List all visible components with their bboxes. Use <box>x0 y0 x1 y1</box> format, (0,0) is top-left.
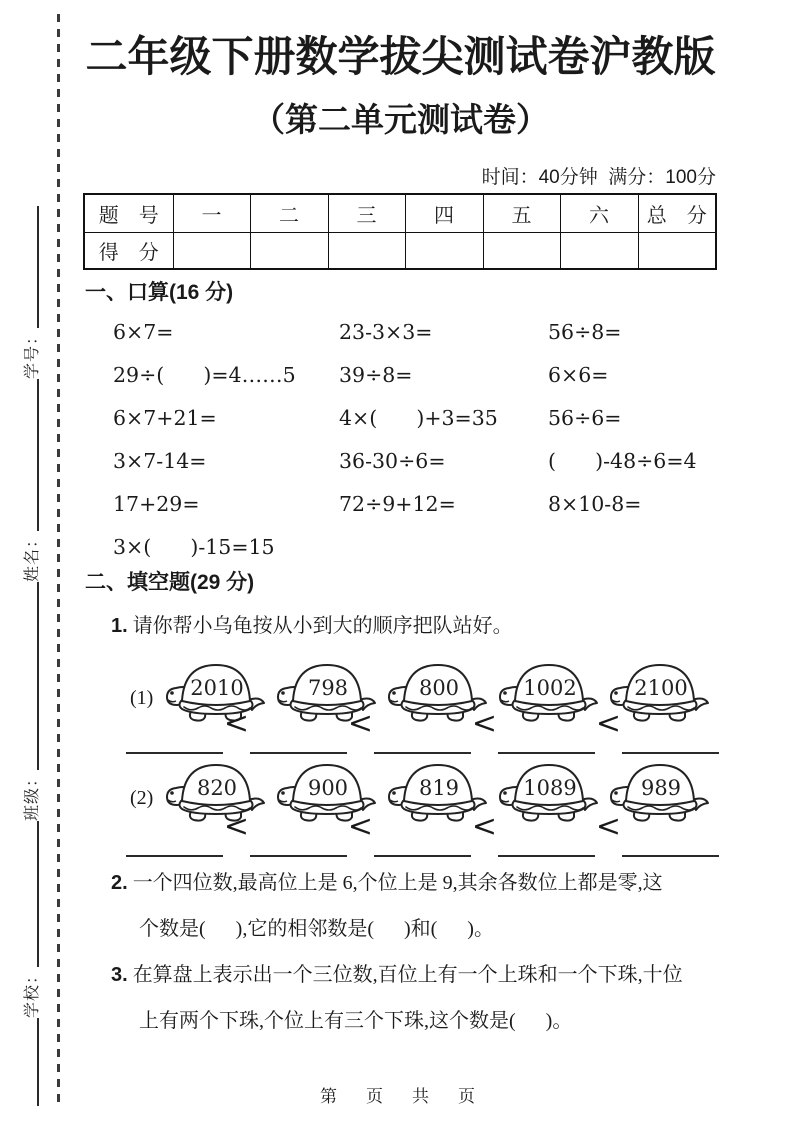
turtle-number: 1002 <box>523 676 577 700</box>
turtle-number: 1089 <box>523 776 577 800</box>
oral-problem: 3×7-14= <box>113 449 207 473</box>
score-cell <box>250 233 328 270</box>
less-than-sign: < <box>471 706 498 741</box>
paper-content <box>83 0 718 1122</box>
header-section-1: 一 <box>173 194 250 233</box>
section-2-heading: 二、填空题(29 分) <box>85 571 255 594</box>
header-section-5: 五 <box>483 194 560 233</box>
binding-dashed-line <box>57 14 60 1104</box>
turtle-icon <box>497 758 601 824</box>
school-blank-line <box>37 1018 39 1106</box>
turtle-row-2-label: (2) <box>130 787 154 809</box>
oral-problem: 56÷6= <box>548 406 622 430</box>
question-1-body: 请你帮小乌龟按从小到大的顺序把队站好。 <box>127 615 513 637</box>
oral-problem: 23-3×3= <box>339 320 433 344</box>
turtle-icon <box>164 758 268 824</box>
oral-problem: 72÷9+12= <box>339 492 456 516</box>
comparison-blank <box>498 718 595 754</box>
exam-time-score-info: 时间：40分钟 满分：100分 <box>481 167 716 188</box>
header-section-3: 三 <box>328 194 405 233</box>
score-cell <box>328 233 405 270</box>
header-question-number: 题 号 <box>84 194 173 233</box>
less-than-sign: < <box>347 706 374 741</box>
comparison-row-1 <box>126 706 719 754</box>
turtle-icon <box>497 658 601 724</box>
header-section-6: 六 <box>560 194 638 233</box>
question-1-number: 1. <box>111 615 128 637</box>
oral-problem: 36-30÷6= <box>339 449 446 473</box>
score-cell <box>560 233 638 270</box>
oral-problem: 17+29= <box>113 492 200 516</box>
turtle-number: 819 <box>418 776 460 800</box>
binding-info-strip <box>12 76 42 1106</box>
score-table-score-row <box>84 233 716 270</box>
comparison-blank <box>374 718 471 754</box>
turtle-number: 2010 <box>190 676 244 700</box>
turtle-icon <box>164 658 268 724</box>
name-blank-line <box>37 582 39 770</box>
comparison-blank <box>250 718 347 754</box>
turtle-number: 798 <box>307 676 349 700</box>
question-2-body-1: 一个四位数,最高位上是 6,个位上是 9,其余各数位上都是零,这 <box>127 872 663 894</box>
score-cell <box>405 233 483 270</box>
student-id-blank-line <box>37 379 39 531</box>
oral-problem: 29÷( )=4……5 <box>113 363 296 387</box>
oral-problem: 6×7= <box>113 320 174 344</box>
student-id-fill-line <box>37 206 39 328</box>
turtle-number: 800 <box>418 676 460 700</box>
comparison-blank <box>622 718 719 754</box>
page-subtitle: （第二单元测试卷） <box>252 101 549 138</box>
comparison-blank <box>126 821 223 857</box>
less-than-sign: < <box>347 809 374 844</box>
comparison-row-2 <box>126 809 719 857</box>
oral-problem: 39÷8= <box>339 363 413 387</box>
question-3-body-1: 在算盘上表示出一个三位数,百位上有一个上珠和一个下珠,十位 <box>127 964 683 986</box>
score-row-label: 得 分 <box>84 233 173 270</box>
question-2-number: 2. <box>111 872 128 894</box>
less-than-sign: < <box>223 706 250 741</box>
score-table-header-row <box>84 194 716 233</box>
comparison-blank <box>498 821 595 857</box>
student-id-label: 学号： <box>24 327 42 379</box>
oral-problem: 6×7+21= <box>113 406 217 430</box>
question-1-text <box>111 609 513 638</box>
turtle-number: 989 <box>640 776 682 800</box>
name-label: 姓名： <box>24 530 42 582</box>
comparison-blank <box>622 821 719 857</box>
oral-problem: 6×6= <box>548 363 609 387</box>
turtle-row-2 <box>130 758 712 824</box>
turtle-number: 2100 <box>634 676 688 700</box>
oral-problem: 56÷8= <box>548 320 622 344</box>
turtle-icon <box>608 758 712 824</box>
turtle-number: 820 <box>196 776 238 800</box>
question-2-line-2: 个数是( ),它的相邻数是( )和( )。 <box>139 918 494 940</box>
class-blank-line <box>37 821 39 967</box>
turtle-number: 900 <box>307 776 349 800</box>
question-3-line-2: 上有两个下珠,个位上有三个下珠,这个数是( )。 <box>139 1010 573 1032</box>
oral-problem: 4×( )+3=35 <box>339 406 498 430</box>
page-title: 二年级下册数学拔尖测试卷沪教版 <box>85 33 716 80</box>
comparison-blank <box>374 821 471 857</box>
turtle-row-1 <box>130 658 712 724</box>
less-than-sign: < <box>223 809 250 844</box>
oral-problem: 3×( )-15=15 <box>113 535 275 559</box>
less-than-sign: < <box>595 706 622 741</box>
header-section-2: 二 <box>250 194 328 233</box>
section-1-heading: 一、口算(16 分) <box>85 281 234 304</box>
turtle-icon <box>608 658 712 724</box>
oral-problems-grid <box>113 311 713 569</box>
header-total: 总 分 <box>638 194 716 233</box>
question-2-line-1 <box>111 866 663 895</box>
class-label: 班级： <box>24 769 42 821</box>
comparison-blank <box>126 718 223 754</box>
header-section-4: 四 <box>405 194 483 233</box>
school-label: 学校： <box>24 966 42 1018</box>
oral-problem: ( )-48÷6=4 <box>548 449 697 473</box>
turtle-row-1-label: (1) <box>130 687 154 709</box>
less-than-sign: < <box>595 809 622 844</box>
question-3-number: 3. <box>111 964 128 986</box>
oral-problem: 8×10-8= <box>548 492 642 516</box>
score-table <box>83 193 717 270</box>
question-3-line-1 <box>111 958 683 987</box>
score-cell <box>173 233 250 270</box>
comparison-blank <box>250 821 347 857</box>
score-cell <box>638 233 716 270</box>
score-cell <box>483 233 560 270</box>
page-footer: 第 页 共 页 <box>320 1087 481 1106</box>
less-than-sign: < <box>471 809 498 844</box>
